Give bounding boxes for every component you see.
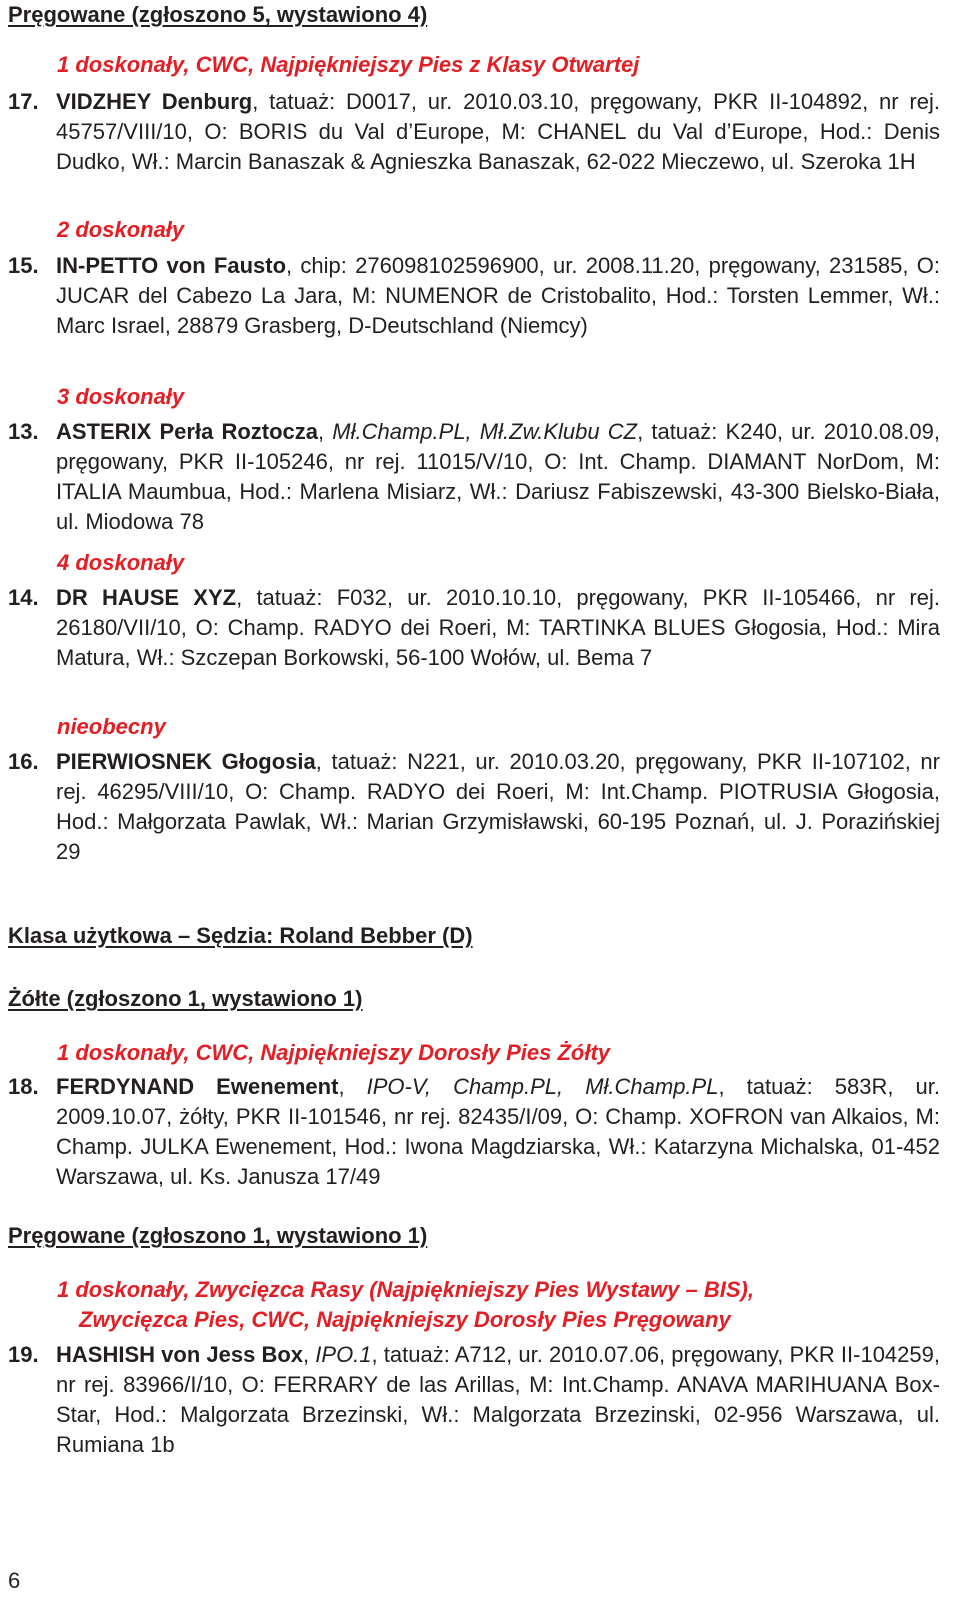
entry-number: 16. bbox=[8, 749, 39, 774]
dog-entry bbox=[8, 251, 940, 341]
dog-entry bbox=[8, 747, 940, 867]
section-heading-working-class: Klasa użytkowa – Sędzia: Roland Bebber (D) bbox=[8, 923, 473, 948]
entry-details: , tatuaż: D0017, ur. 2010.03.10, pręgowany, PKR II-104892, nr rej. 45757/VIII/10, O: BORIS du Val d’Europe, M: CHANEL du Val d’Europe, Hod.: Denis Dudko, Wł.: Marcin Banaszak & Agnieszka Banaszak, 62-022 Mieczewo, ul. Szeroka 1H bbox=[56, 89, 940, 174]
entry-number: 15. bbox=[8, 253, 39, 278]
award-label bbox=[57, 1275, 754, 1335]
award-label: 3 doskonały bbox=[57, 384, 185, 409]
dog-entry bbox=[8, 583, 940, 673]
entry-number: 17. bbox=[8, 89, 39, 114]
section-heading-fawn: Żółte (zgłoszono 1, wystawiono 1) bbox=[8, 986, 363, 1011]
entry-details: , tatuaż: 583R, ur. 2009.10.07, żółty, PKR II-101546, nr rej. 82435/I/09, O: Champ. XOFRON van Alkaios, M: Champ. JULKA Ewenement, Hod.: Iwona Magdziarska, Wł.: Katarzyna Michalska, 01-452 Warszawa, ul. Ks. Janusza 17/49 bbox=[56, 1074, 940, 1189]
entry-body bbox=[56, 747, 940, 867]
entry-body bbox=[56, 251, 940, 341]
award-label: nieobecny bbox=[57, 714, 166, 739]
dog-titles: IPO.1 bbox=[315, 1342, 372, 1367]
dog-name: VIDZHEY Denburg bbox=[56, 89, 253, 114]
entry-number: 14. bbox=[8, 585, 39, 610]
entry-body bbox=[56, 1072, 940, 1192]
entry-details: , chip: 276098102596900, ur. 2008.11.20, pręgowany, 231585, O: JUCAR del Cabezo La Jara, M: NUMENOR de Cristobalito, Hod.: Torsten Lemmer, Wł.: Marc Israel, 28879 Grasberg, D-Deutschland (Niemcy) bbox=[56, 253, 941, 338]
dog-titles: Mł.Champ.PL, Mł.Zw.Klubu CZ bbox=[332, 419, 638, 444]
award-label: 1 doskonały, CWC, Najpiękniejszy Pies z Klasy Otwartej bbox=[57, 52, 640, 77]
entry-number: 19. bbox=[8, 1342, 39, 1367]
separator: , bbox=[303, 1342, 316, 1367]
dog-entry bbox=[8, 1072, 940, 1192]
dog-name: FERDYNAND Ewenement bbox=[56, 1074, 339, 1099]
page-number: 6 bbox=[8, 1568, 21, 1593]
dog-titles: IPO-V, Champ.PL, Mł.Champ.PL bbox=[366, 1074, 719, 1099]
award-label: 1 doskonały, CWC, Najpiękniejszy Dorosły Pies Żółty bbox=[57, 1040, 611, 1065]
dog-name: ASTERIX Perła Roztocza bbox=[56, 419, 319, 444]
section-heading-brindle-working: Pręgowane (zgłoszono 1, wystawiono 1) bbox=[8, 1223, 428, 1248]
entry-body bbox=[56, 583, 940, 673]
dog-name: PIERWIOSNEK Głogosia bbox=[56, 749, 316, 774]
dog-name: DR HAUSE XYZ bbox=[56, 585, 237, 610]
entry-details: , tatuaż: N221, ur. 2010.03.20, pręgowany, PKR II-107102, nr rej. 46295/VIII/10, O: Champ. RADYO dei Roeri, M: Int.Champ. PIOTRUSIA Głogosia, Hod.: Małgorzata Pawlak, Wł.: Marian Grzymisławski, 60-195 Poznań, ul. J. Porazińskiej 29 bbox=[56, 749, 940, 864]
award-line-1: 1 doskonały, Zwycięzca Rasy (Najpiękniejszy Pies Wystawy – BIS), bbox=[57, 1277, 754, 1302]
entry-number: 18. bbox=[8, 1074, 39, 1099]
entry-details: , tatuaż: A712, ur. 2010.07.06, pręgowany, PKR II-104259, nr rej. 83966/I/10, O: FERRARY de las Arillas, M: Int.Champ. ANAVA MARIHUANA Box-Star, Hod.: Malgorzata Brzezinski, Wł.: Malgorzata Brzezinski, 02-956 Warszawa, ul. Rumiana 1b bbox=[56, 1342, 940, 1457]
entry-number: 13. bbox=[8, 419, 39, 444]
dog-entry bbox=[8, 417, 940, 537]
dog-entry bbox=[8, 1340, 940, 1460]
award-line-2: Zwycięzca Pies, CWC, Najpiękniejszy Dorosły Pies Pręgowany bbox=[79, 1307, 731, 1332]
separator: , bbox=[338, 1074, 367, 1099]
entry-details: , tatuaż: K240, ur. 2010.08.09, pręgowany, PKR II-105246, nr rej. 11015/V/10, O: Int. Champ. DIAMANT NorDom, M: ITALIA Maumbua, Hod.: Marlena Misiarz, Wł.: Dariusz Fabiszewski, 43-300 Bielsko-Biała, ul. Miodowa 78 bbox=[56, 419, 940, 534]
dog-name: IN-PETTO von Fausto bbox=[56, 253, 287, 278]
entry-body bbox=[56, 87, 940, 177]
award-label: 4 doskonały bbox=[57, 550, 185, 575]
section-heading-brindle-open: Pręgowane (zgłoszono 5, wystawiono 4) bbox=[8, 2, 428, 27]
dog-name: HASHISH von Jess Box bbox=[56, 1342, 304, 1367]
award-label: 2 doskonały bbox=[57, 217, 185, 242]
dog-entry bbox=[8, 87, 940, 177]
separator: , bbox=[318, 419, 333, 444]
entry-body bbox=[56, 417, 940, 537]
entry-details: , tatuaż: F032, ur. 2010.10.10, pręgowany, PKR II-105466, nr rej. 26180/VII/10, O: Champ. RADYO dei Roeri, M: TARTINKA BLUES Głogosia, Hod.: Mira Matura, Wł.: Szczepan Borkowski, 56-100 Wołów, ul. Bema 7 bbox=[56, 585, 940, 670]
entry-body bbox=[56, 1340, 940, 1460]
